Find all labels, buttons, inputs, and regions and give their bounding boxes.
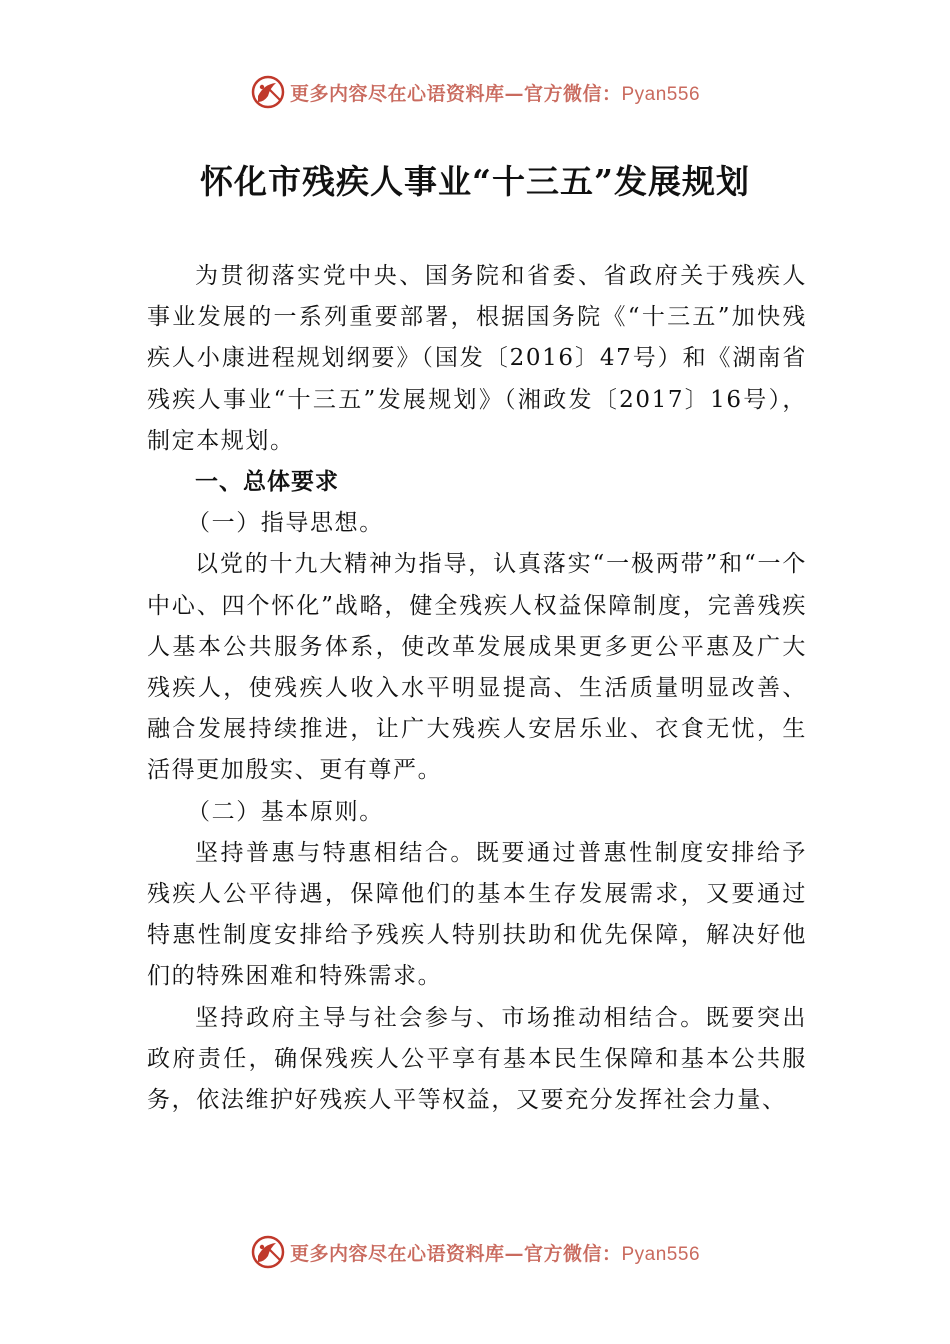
section-heading-overall-requirements: 一、总体要求	[195, 469, 339, 496]
watermark-footer	[0, 1232, 950, 1272]
watermark-header-text	[290, 79, 700, 106]
intro-paragraph: 为贯彻落实党中央、国务院和省委、省政府关于残疾人事业发展的一系列重要部署，根据国务院《“十三五”加快残疾人小康进程规划纲要》（国发〔2016〕47号）和《湖南省残疾人事业“十三五”发展规划》（湘政发〔2017〕16号），制定本规划。	[147, 263, 807, 454]
watermark-footer-inner	[250, 1234, 700, 1270]
watermark-header-id: Pyan556	[621, 83, 701, 105]
watermark-footer-id: Pyan556	[621, 1243, 701, 1265]
subheading-guiding-ideology: （一）指导思想。	[187, 510, 384, 537]
logo-icon	[250, 74, 286, 110]
logo-icon	[250, 1234, 286, 1270]
watermark-footer-text	[290, 1239, 700, 1266]
watermark-header-inner	[250, 74, 700, 110]
document-body	[147, 256, 807, 1121]
paragraph-principle-1: 坚持普惠与特惠相结合。既要通过普惠性制度安排给予残疾人公平待遇，保障他们的基本生存发展需求，又要通过特惠性制度安排给予残疾人特别扶助和优先保障，解决好他们的特殊困难和特殊需求。	[147, 839, 807, 990]
watermark-footer-label: 更多内容尽在心语资料库—官方微信：	[289, 1242, 622, 1265]
document-title: 怀化市残疾人事业“十三五”发展规划	[200, 162, 750, 201]
subheading-basic-principles: （二）基本原则。	[187, 798, 384, 825]
watermark-header-label: 更多内容尽在心语资料库—官方微信：	[289, 82, 622, 105]
paragraph-guiding-ideology: 以党的十九大精神为指导，认真落实“一极两带”和“一个中心、四个怀化”战略，健全残疾人权益保障制度，完善残疾人基本公共服务体系，使改革发展成果更多更公平惠及广大残疾人，使残疾人收入水平明显提高、生活质量明显改善、融合发展持续推进，让广大残疾人安居乐业、衣食无忧，生活得更加殷实、更有尊严。	[147, 551, 807, 784]
paragraph-principle-2: 坚持政府主导与社会参与、市场推动相结合。既要突出政府责任，确保残疾人公平享有基本民生保障和基本公共服务，依法维护好残疾人平等权益，又要充分发挥社会力量、	[147, 1004, 807, 1114]
watermark-header	[0, 72, 950, 112]
